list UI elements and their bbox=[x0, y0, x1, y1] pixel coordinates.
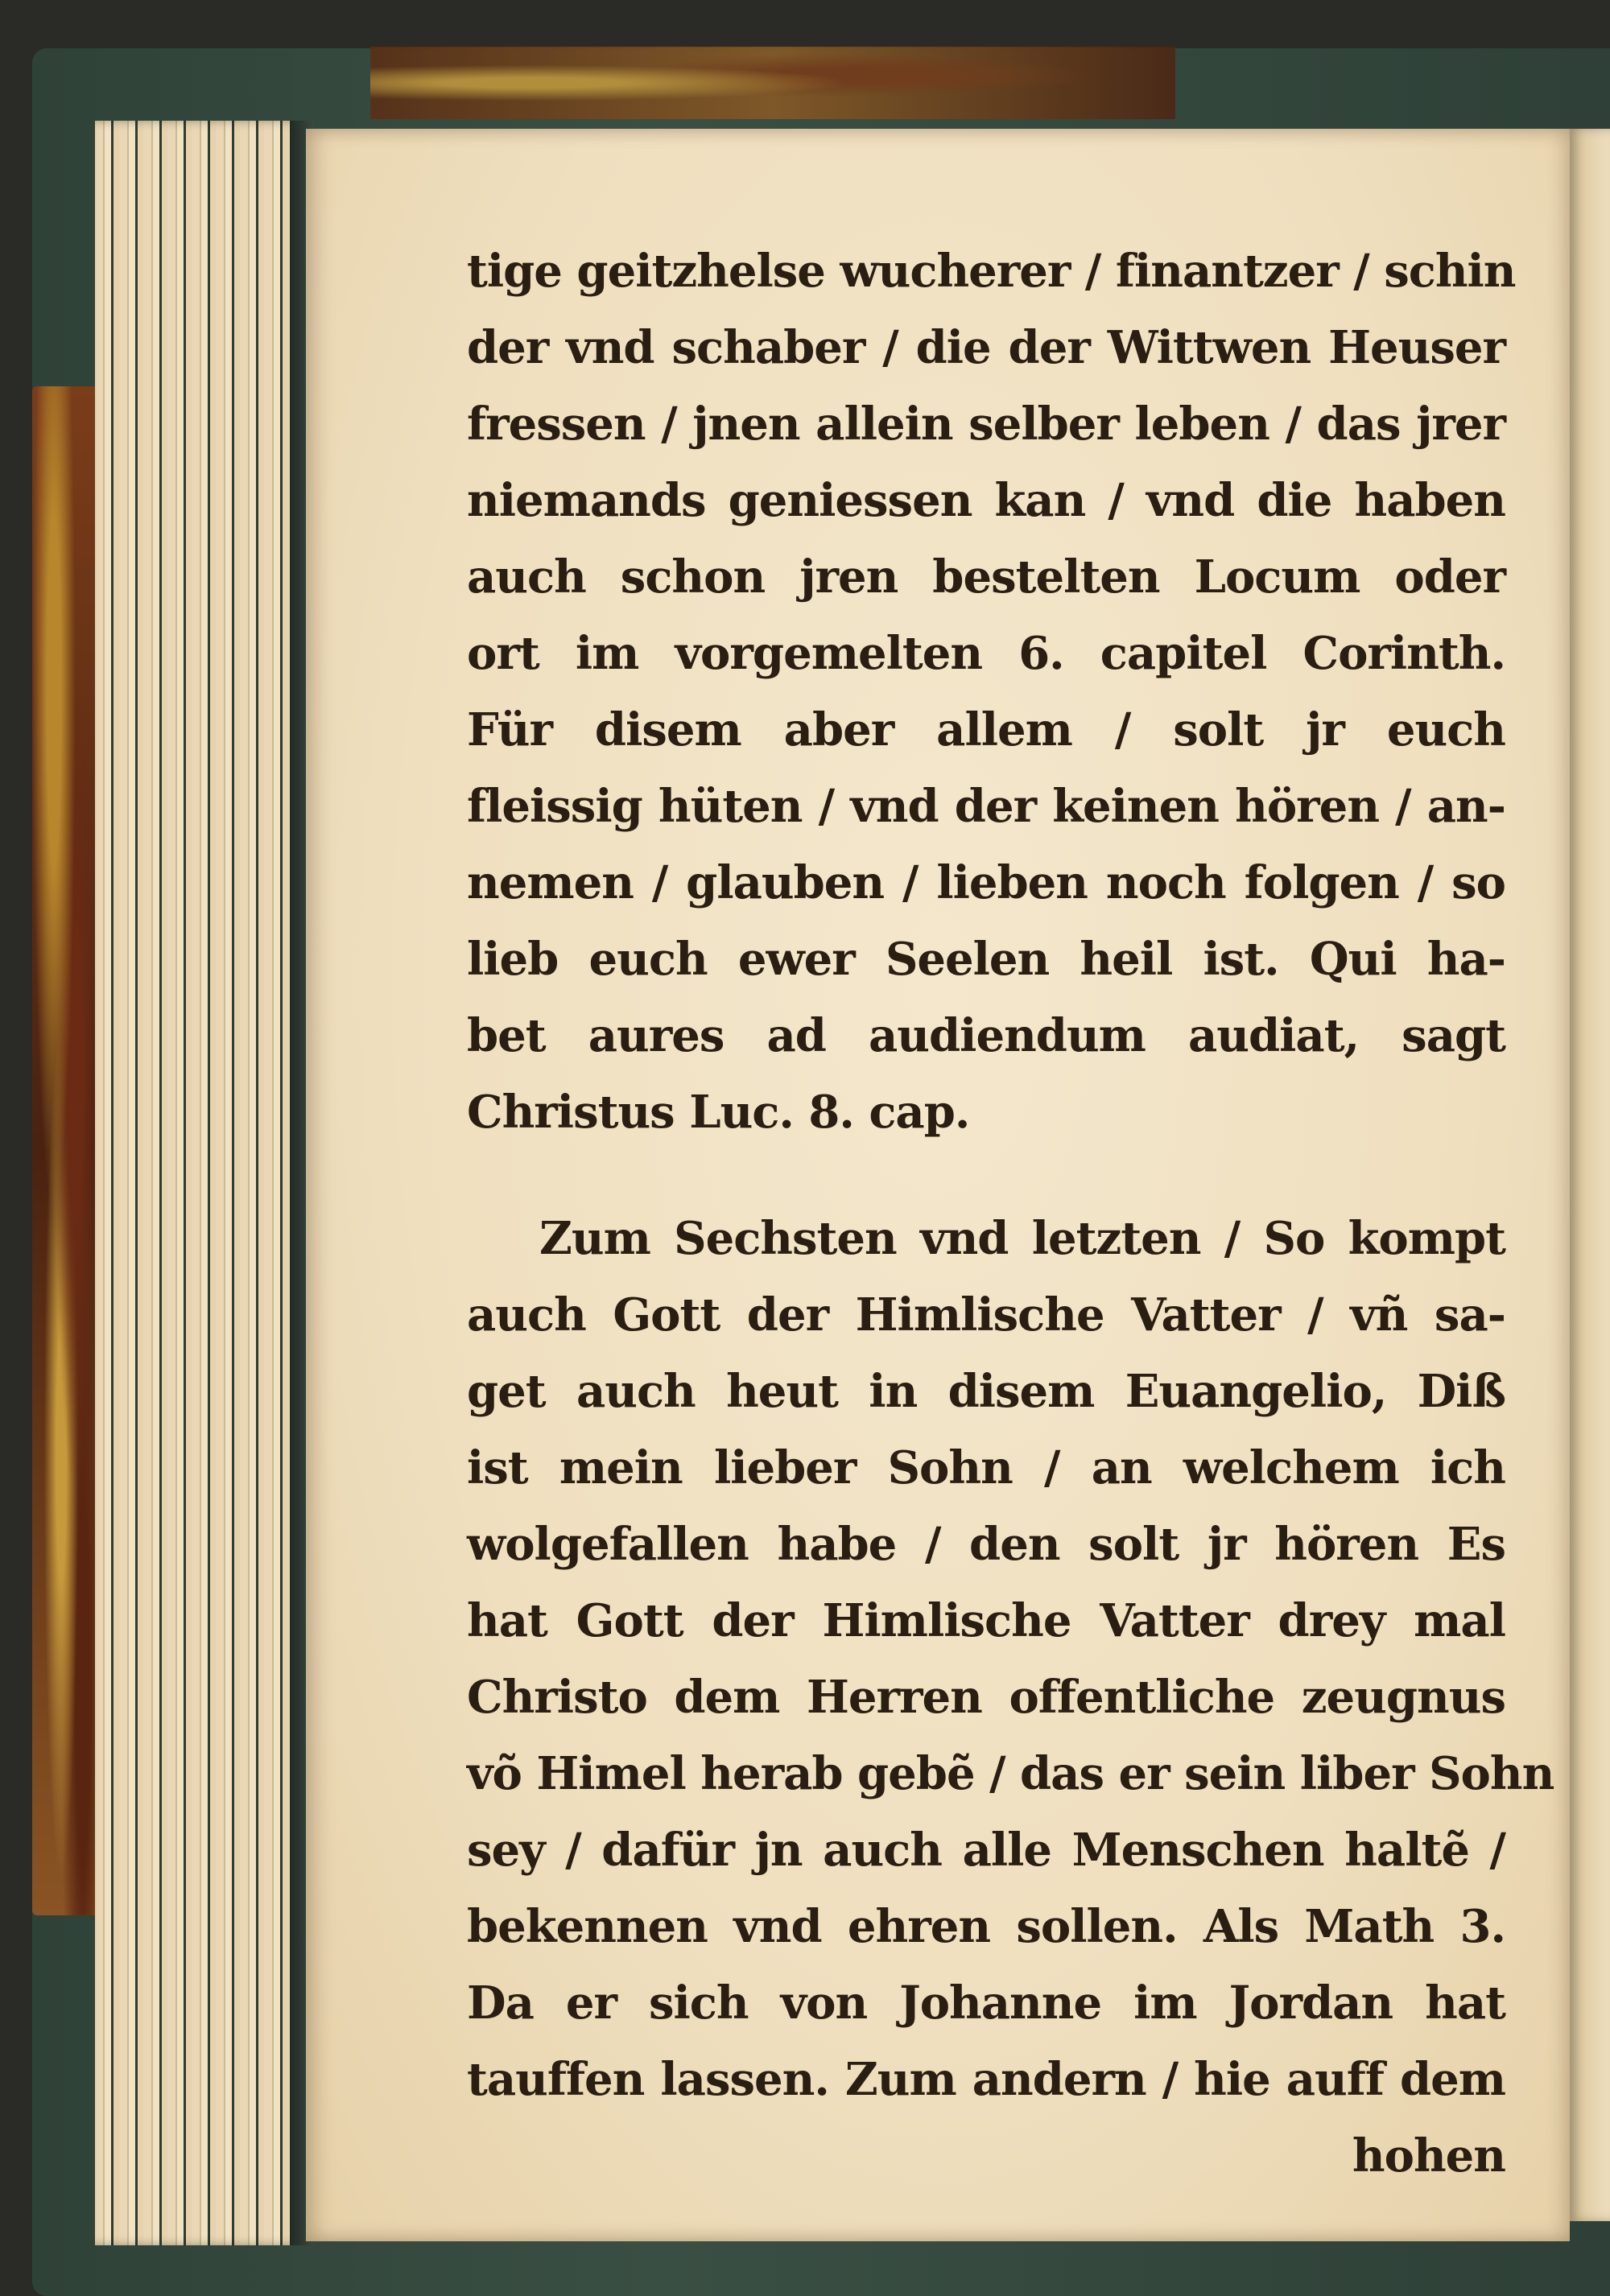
text-line: sey / dafür jn auch alle Menschen haltẽ / bbox=[467, 1824, 1505, 1877]
text-line: fressen / jnen allein selber leben / das jrer bbox=[467, 398, 1505, 451]
text-line: tauffen lassen. Zum andern / hie auff dem bbox=[467, 2053, 1505, 2106]
text-line: hat Gott der Himlische Vatter drey mal bbox=[467, 1594, 1505, 1647]
text-line: bekennen vnd ehren sollen. Als Math 3. bbox=[467, 1900, 1505, 1953]
page-text bbox=[467, 233, 1554, 2195]
catchword: hohen bbox=[1352, 2129, 1505, 2183]
text-line: ist mein lieber Sohn / an welchem ich bbox=[467, 1441, 1505, 1494]
text-line: wolgefallen habe / den solt jr hören Es bbox=[467, 1518, 1505, 1571]
paragraph-1 bbox=[467, 233, 1516, 1151]
text-line: võ Himel herab gebẽ / das er sein liber Sohn bbox=[467, 1747, 1554, 1800]
text-line: auch Gott der Himlische Vatter / vñ sa- bbox=[467, 1288, 1505, 1342]
text-line: tige geitzhelse wucherer / finantzer / schin bbox=[467, 245, 1516, 298]
marbled-board-top bbox=[370, 47, 1175, 119]
text-line: lieb euch ewer Seelen heil ist. Qui ha- bbox=[467, 933, 1505, 986]
text-line: auch schon jren bestelten Locum oder bbox=[467, 550, 1505, 604]
text-line: Zum Sechsten vnd letzten / So kompt bbox=[539, 1212, 1505, 1265]
page-edges bbox=[95, 121, 308, 2245]
text-line: Christus Luc. 8. cap. bbox=[467, 1086, 970, 1139]
text-line: get auch heut in disem Euangelio, Diß bbox=[467, 1365, 1505, 1418]
paragraph-2 bbox=[467, 1201, 1554, 2118]
text-line: Da er sich von Johanne im Jordan hat bbox=[467, 1977, 1505, 2030]
text-line: nemen / glauben / lieben noch folgen / so bbox=[467, 856, 1505, 909]
text-line: niemands geniessen kan / vnd die haben bbox=[467, 474, 1505, 527]
facing-page-edge bbox=[1570, 129, 1610, 2221]
text-line: Für disem aber allem / solt jr euch bbox=[467, 703, 1505, 756]
marbled-board-edge bbox=[32, 386, 105, 1915]
text-line: ort im vorgemelten 6. capitel Corinth. bbox=[467, 627, 1505, 680]
text-line: fleissig hüten / vnd der keinen hören / an- bbox=[467, 780, 1505, 833]
text-line: bet aures ad audiendum audiat, sagt bbox=[467, 1009, 1505, 1062]
text-line: Christo dem Herren offentliche zeugnus bbox=[467, 1671, 1505, 1724]
text-line: der vnd schaber / die der Wittwen Heuser bbox=[467, 321, 1505, 374]
